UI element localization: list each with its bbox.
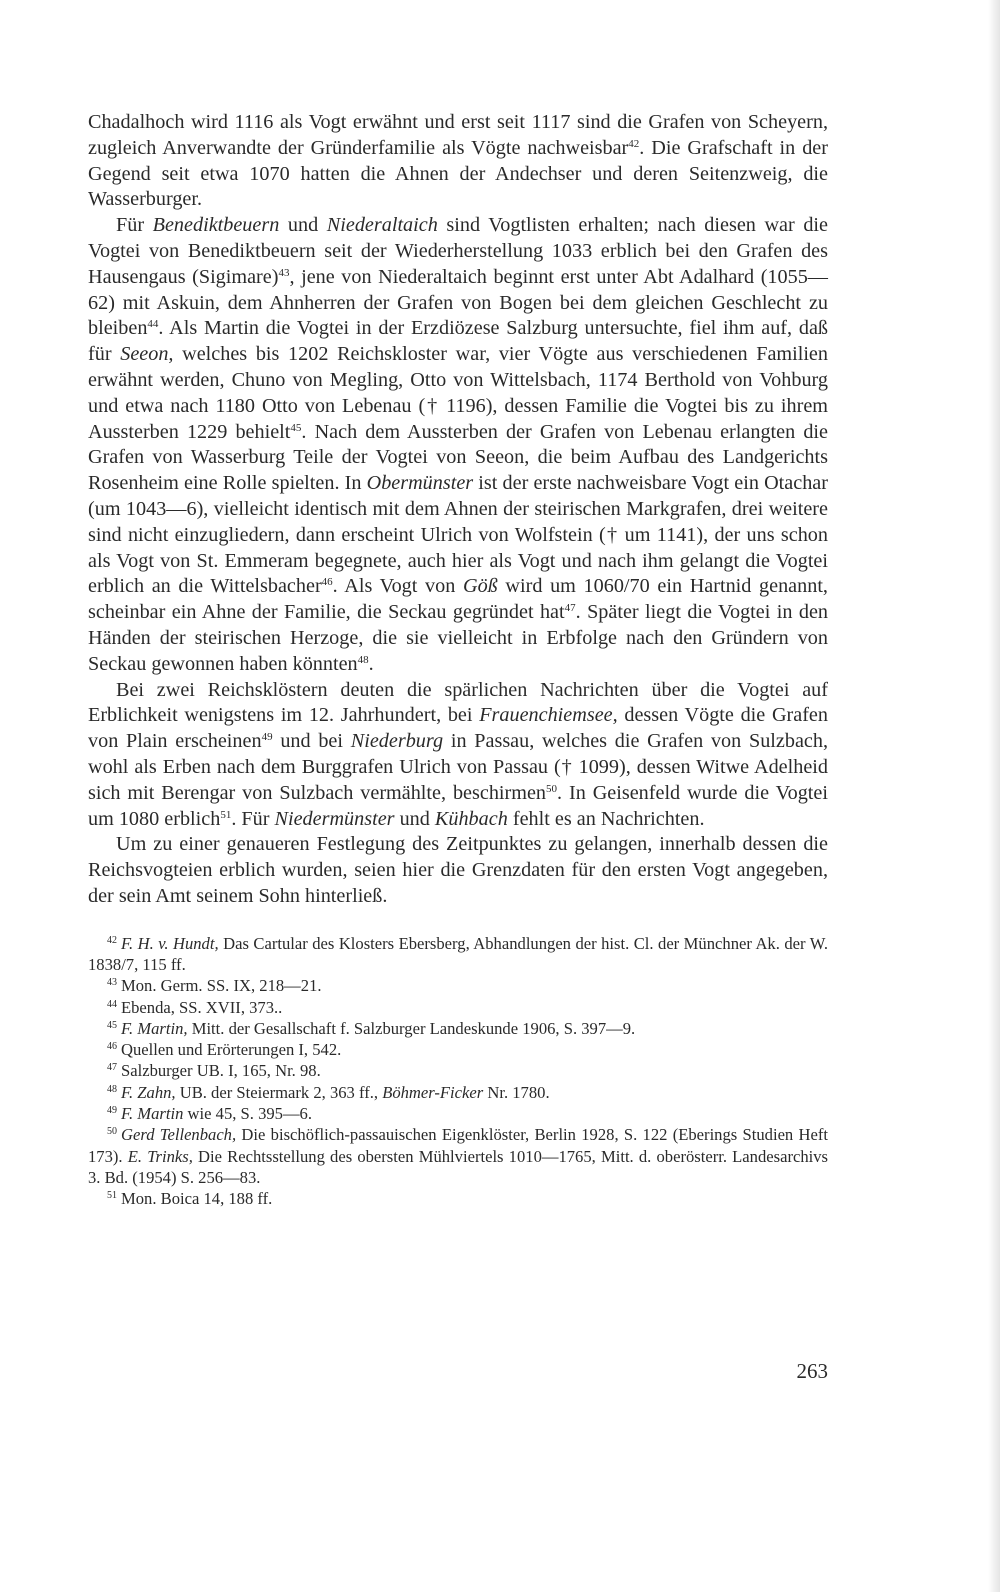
footnote-49 [88, 1103, 828, 1124]
footnote-reference: 45 [290, 421, 302, 434]
text-run: welches bis 1202 Reichskloster war, vier Vögte aus verschiedenen Familien erwähnt werden, Chuno von Megling, Otto von Wittelsbach, 1174 Berthold von Vohburg und etwa nach 1180 Otto von Lebenau († 1196), dessen Familie die Vogtei bis zu ihrem Aussterben 1229 behielt [88, 343, 828, 443]
text-run: Die bischöflich-passauischen Eigenklöster, Berlin 1928, S. 122 (Eberings Studien Heft 173). [88, 1125, 828, 1166]
italic-run: F. Martin [121, 1104, 184, 1124]
footnote-reference: 49 [261, 731, 273, 744]
italic-run: Gerd Tellenbach, [121, 1125, 237, 1145]
footnote-reference: 42 [628, 137, 640, 150]
text-run: Mitt. der Gesallschaft f. Salzburger Landeskunde 1906, S. 397—9. [187, 1018, 636, 1038]
text-run: Für [116, 214, 153, 237]
main-text [88, 110, 828, 910]
footnote-reference: 48 [357, 653, 369, 666]
text-run: Bei zwei Reichsklöstern deuten die spärlichen Nachrichten über die Vogtei auf Erblichkeit wenigstens im 12. Jahrhundert, bei [88, 678, 828, 727]
footnotes [88, 933, 828, 1210]
text-run: Die Rechtsstellung des obersten Mühlviertels 1010—1765, Mitt. d. oberösterr. Landesarchivs 3. Bd. (1954) S. 256—83. [88, 1146, 828, 1187]
text-run: Quellen und Erörterungen I, 542. [121, 1040, 342, 1060]
text-run: UB. der Steiermark 2, 363 ff., [175, 1082, 383, 1102]
footnote-number: 48 [107, 1083, 117, 1095]
footnote-number: 50 [107, 1126, 117, 1138]
text-run: . Später liegt die Vogtei in den Händen der steirischen Herzoge, die sie vielleicht in Erbfolge nach den Gründern von Seckau gewonnen haben könnten [88, 601, 828, 675]
text-run: ist der erste nachweisbare Vogt ein Otachar (um 1043—6), vielleicht identisch mit dem Ahnen der steirischen Markgrafen, drei weitere sind nicht einzugliedern, dann erscheint Ulrich von Wolfstein († um 1141), der uns schon als Vogt von St. Emmeram begegnete, auch hier als Vogt und nach ihm gelangt die Vogtei erblich an die Wittelsbacher [88, 472, 828, 598]
footnote-reference: 50 [546, 782, 558, 795]
text-run: . Als Martin die Vogtei in der Erzdiözese Salzburg untersuchte, fiel ihm auf, daß für [88, 317, 828, 366]
text-run: Mon. Germ. SS. IX, 218—21. [121, 976, 322, 996]
footnote-reference: 43 [278, 266, 290, 279]
italic-run: Böhmer-Ficker [382, 1082, 484, 1102]
footnote-number: 47 [107, 1062, 117, 1074]
italic-run: F. Martin, [121, 1018, 188, 1038]
footnote-number: 44 [107, 998, 117, 1010]
text-run: . Für [231, 807, 275, 830]
text-run: und [394, 807, 435, 830]
text-run: . In Geisenfeld wurde die Vogtei um 1080 erblich [88, 781, 828, 830]
footnote-47 [88, 1060, 828, 1081]
text-run: . Nach dem Aussterben der Grafen von Lebenau erlangten die Grafen von Wasserburg Teile der Vogtei von Seeon, die beim Aufbau des Landgerichts Rosenheim eine Rolle spielten. In [88, 420, 828, 495]
italic-run: Frauenchiemsee, [479, 704, 618, 727]
text-run: Nr. 1780. [483, 1082, 550, 1102]
footnote-reference: 51 [220, 808, 232, 821]
footnote-reference: 47 [564, 602, 576, 615]
italic-run: Kühbach [434, 807, 508, 830]
footnote-reference: 46 [321, 576, 333, 589]
italic-run: E. Trinks, [127, 1146, 193, 1166]
footnote-number: 43 [107, 977, 117, 989]
italic-run: Niederburg [350, 730, 444, 753]
footnote-50 [88, 1124, 828, 1188]
footnote-51 [88, 1188, 828, 1209]
text-run: Mon. Boica 14, 188 ff. [121, 1189, 273, 1209]
italic-run: Obermünster [366, 472, 474, 495]
footnote-reference: 44 [147, 318, 159, 331]
footnote-number: 51 [107, 1190, 117, 1202]
text-run: Salzburger UB. I, 165, Nr. 98. [121, 1061, 321, 1081]
text-run: , jene von Niederaltaich beginnt erst unter Abt Adalhard (1055—62) mit Askuin, dem Ahnherren der Grafen von Bogen bei dem gleichen Geschlecht zu bleiben [88, 265, 828, 340]
italic-run: F. H. v. Hundt, [121, 933, 219, 953]
italic-run: Göß [462, 575, 498, 598]
italic-run: Seeon, [120, 343, 174, 366]
text-run: Das Cartular des Klosters Ebersberg, Abhandlungen der hist. Cl. der Münchner Ak. der W. 1838/7, 115 ff. [88, 933, 828, 974]
footnote-number: 46 [107, 1041, 117, 1053]
text-run: . Als Vogt von [332, 575, 463, 598]
text-run: dessen Vögte die Grafen von Plain erscheinen [88, 704, 828, 753]
italic-run: Benediktbeuern [152, 214, 280, 237]
text-run: und [279, 214, 327, 237]
paragraph-3 [88, 678, 828, 833]
footnote-44 [88, 997, 828, 1018]
text-run: in Passau, welches die Grafen von Sulzbach, wohl als Erben nach dem Burggrafen Ulrich von Passau († 1099), dessen Witwe Adelheid sich mit Berengar von Sulzbach vermählte, beschirmen [88, 730, 829, 804]
text-run: . Die Grafschaft in der Gegend seit etwa 1070 hatten die Ahnen der Andechser und deren Seitenzweig, die Wasserburger. [88, 136, 828, 211]
footnote-42 [88, 933, 828, 976]
italic-run: F. Zahn, [121, 1082, 176, 1102]
text-run: sind Vogtlisten erhalten; nach diesen war die Vogtei von Benediktbeuern seit der Wiederherstellung 1033 erblich bei den Grafen des Hausengaus (Sigimare) [88, 214, 828, 288]
paragraph-4 [88, 832, 828, 909]
text-run: wie 45, S. 395—6. [183, 1104, 312, 1124]
page-content [88, 110, 828, 1210]
footnote-48 [88, 1082, 828, 1103]
italic-run: Niedermünster [274, 807, 395, 830]
text-run: und bei [272, 730, 351, 753]
text-run: Chadalhoch wird 1116 als Vogt erwähnt und erst seit 1117 sind die Grafen von Scheyern, zugleich Anverwandte der Gründerfamilie als Vögte nachweisbar [88, 111, 828, 159]
text-run: fehlt es an Nachrichten. [507, 807, 705, 830]
text-run: wird um 1060/70 ein Hartnid genannt, scheinbar ein Ahne der Familie, die Seckau gegründet hat [88, 575, 828, 624]
footnote-number: 49 [107, 1105, 117, 1117]
footnote-46 [88, 1039, 828, 1060]
page-number: 263 [796, 1359, 828, 1383]
footnote-45 [88, 1018, 828, 1039]
paragraph-2 [88, 213, 828, 677]
footnote-number: 42 [107, 934, 117, 946]
text-run: Ebenda, SS. XVII, 373.. [121, 997, 283, 1017]
footnote-43 [88, 975, 828, 996]
text-run: . [368, 652, 374, 675]
italic-run: Niederaltaich [326, 214, 438, 237]
paragraph-1 [88, 110, 828, 213]
footnote-number: 45 [107, 1019, 117, 1031]
text-run: Um zu einer genaueren Festlegung des Zeitpunktes zu gelangen, innerhalb dessen die Reichsvogteien erblich wurden, seien hier die Grenzdaten für den ersten Vogt angegeben, der sein Amt seinem Sohn hinterließ. [88, 833, 828, 907]
page-edge-shadow [988, 0, 1000, 1592]
